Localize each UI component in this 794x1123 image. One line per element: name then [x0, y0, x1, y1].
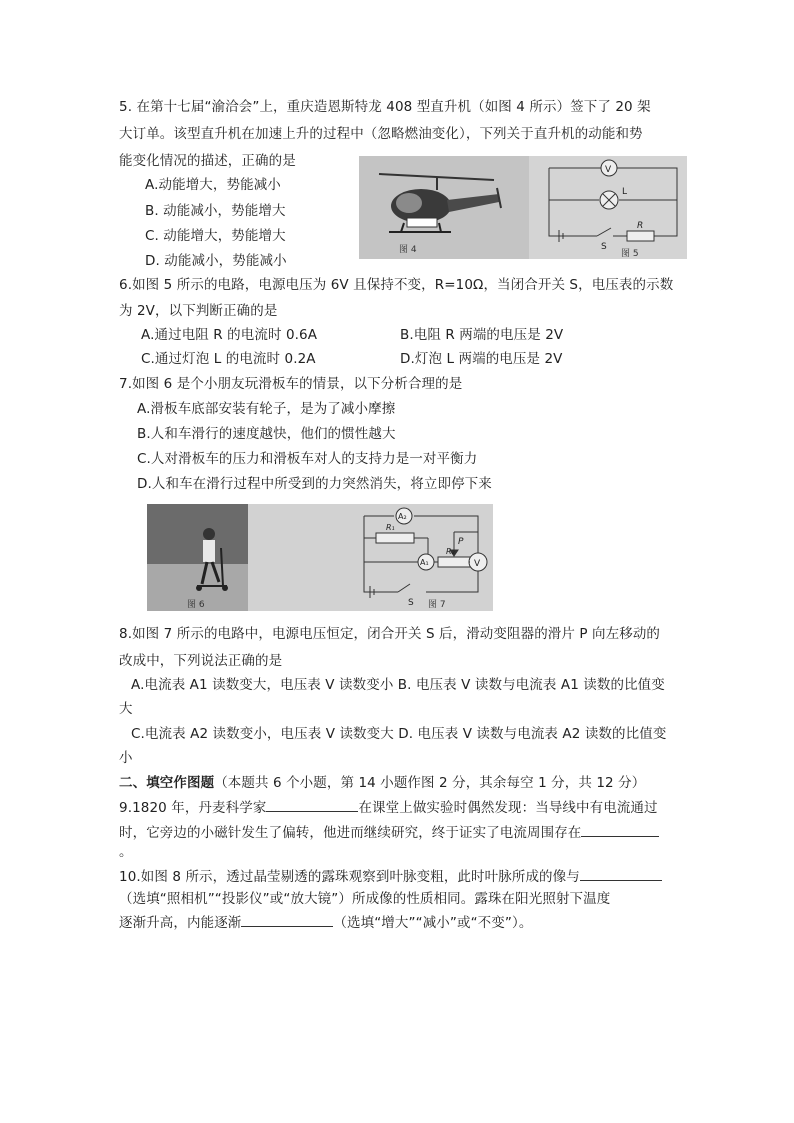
helicopter-icon — [359, 156, 529, 259]
circuit-diagram-7 — [248, 504, 493, 611]
q5-line1: 5. 在第十七届“渝洽会”上，重庆造恩斯特龙 408 型直升机（如图 4 所示）签下了 20 架 — [119, 99, 651, 115]
q7-line1: 7.如图 6 是个小朋友玩滑板车的情景，以下分析合理的是 — [119, 376, 463, 392]
fig5-voltmeter-label: V — [605, 165, 612, 175]
q9-line1 — [119, 797, 658, 818]
q5-option-c: C. 动能增大，势能增大 — [145, 228, 286, 244]
q9-line3: 。 — [119, 844, 133, 860]
q6-option-b: B.电阻 R 两端的电压是 2V — [400, 327, 564, 343]
fig5-resistor-label: R — [637, 221, 644, 231]
q8-line2: 改成中，下列说法正确的是 — [119, 653, 283, 669]
section-2-heading — [119, 773, 645, 793]
figure-7-caption: 图 7 — [428, 600, 446, 610]
fig7-r2-label: R₂ — [446, 547, 455, 556]
q10-line1-text: 10.如图 8 所示，透过晶莹剔透的露珠观察到叶脉变粗，此时叶脉所成的像与 — [119, 869, 580, 885]
q6-line2: 为 2V，以下判断正确的是 — [119, 303, 278, 319]
q9-line1-start: 9.1820 年，丹麦科学家 — [119, 800, 267, 816]
q8-options-cd-line1: C.电流表 A2 读数变小，电压表 V 读数变大 D. 电压表 V 读数与电流表 A2 读数的比值变 — [131, 726, 667, 742]
q5-line2: 大订单。该型直升机在加速上升的过程中（忽略燃油变化），下列关于直升机的动能和势 — [119, 126, 643, 142]
figure-7-circuit — [248, 504, 493, 611]
q10-line3 — [119, 912, 532, 933]
q9-line1-end: 在课堂上做实验时偶然发现：当导线中有电流通过 — [358, 800, 658, 816]
fig7-a1-label: A₁ — [420, 558, 429, 567]
figure-4-helicopter-photo — [359, 156, 529, 259]
circuit-diagram-5 — [529, 156, 687, 259]
figure-4-caption: 图 4 — [399, 245, 417, 255]
q6-line1: 6.如图 5 所示的电路，电源电压为 6V 且保持不变，R=10Ω，当闭合开关 S，电压表的示数 — [119, 277, 674, 293]
q7-option-c: C.人对滑板车的压力和滑板车对人的支持力是一对平衡力 — [137, 451, 478, 467]
figure-6-scooter-photo — [147, 504, 248, 611]
fig5-lamp-label: L — [622, 187, 628, 197]
q8-options-ab-line2: 大 — [119, 701, 133, 717]
q8-options-ab-line1: A.电流表 A1 读数变大，电压表 V 读数变小 B. 电压表 V 读数与电流表 A1 读数的比值变 — [131, 677, 665, 693]
figure-5-circuit — [529, 156, 687, 259]
q5-line3: 能变化情况的描述，正确的是 — [119, 153, 296, 169]
section-2-note: （本题共 6 个小题，第 14 小题作图 2 分，其余每空 1 分，共 12 分） — [214, 775, 646, 791]
q9-line2-text: 时，它旁边的小磁针发生了偏转，他进而继续研究，终于证实了电流周围存在 — [119, 825, 582, 841]
fig7-a2-label: A₂ — [398, 512, 407, 521]
q6-option-c: C.通过灯泡 L 的电流时 0.2A — [141, 351, 316, 367]
fig5-switch-label: S — [601, 242, 607, 252]
q5-option-d: D. 动能减小，势能减小 — [145, 253, 287, 269]
q10-line3-start: 逐渐升高，内能逐渐 — [119, 915, 242, 931]
fig7-s-label: S — [408, 598, 414, 608]
fig7-v-label: V — [474, 559, 481, 569]
figure-6-caption: 图 6 — [187, 600, 205, 610]
q7-option-b: B.人和车滑行的速度越快，他们的惯性越大 — [137, 426, 396, 442]
q10-line1 — [119, 866, 662, 887]
q10-blank-energy[interactable] — [241, 912, 333, 927]
q9-blank-field[interactable] — [581, 822, 659, 837]
scooter-child-icon — [147, 504, 248, 611]
q8-options-cd-line2: 小 — [119, 750, 133, 766]
q9-line2 — [119, 822, 659, 843]
q10-line2: （选填“照相机”“投影仪”或“放大镜”）所成像的性质相同。露珠在阳光照射下温度 — [119, 891, 611, 907]
q6-option-d: D.灯泡 L 两端的电压是 2V — [400, 351, 563, 367]
q7-option-a: A.滑板车底部安装有轮子，是为了减小摩擦 — [137, 401, 396, 417]
figure-5-caption: 图 5 — [621, 249, 639, 259]
q10-blank-device[interactable] — [580, 866, 662, 881]
q10-line3-end: （选填“增大”“减小”或“不变”）。 — [333, 915, 533, 931]
q5-option-b: B. 动能减小，势能增大 — [145, 203, 286, 219]
section-2-title: 二、填空作图题 — [119, 775, 215, 791]
q9-blank-scientist[interactable] — [266, 797, 358, 812]
q7-option-d: D.人和车在滑行过程中所受到的力突然消失，将立即停下来 — [137, 476, 492, 492]
q5-option-a: A.动能增大，势能减小 — [145, 177, 281, 193]
fig7-p-label: P — [458, 537, 464, 547]
q8-line1: 8.如图 7 所示的电路中，电源电压恒定，闭合开关 S 后，滑动变阻器的滑片 P 向左移动的 — [119, 626, 661, 642]
fig7-r1-label: R₁ — [386, 523, 395, 532]
q6-option-a: A.通过电阻 R 的电流时 0.6A — [141, 327, 318, 343]
